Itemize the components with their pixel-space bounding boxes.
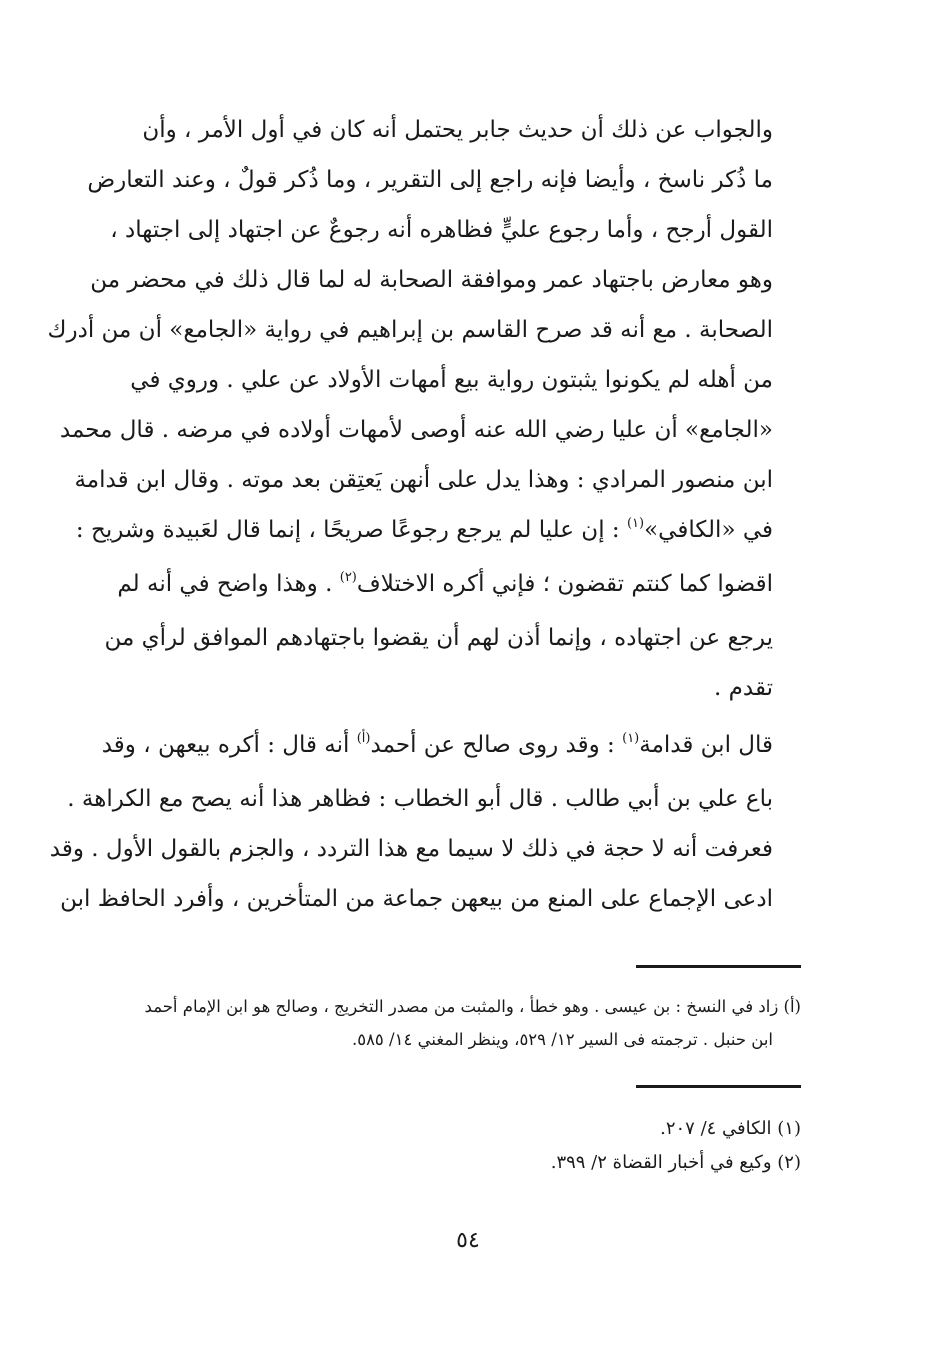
- text-line: تقدم .: [714, 675, 773, 701]
- text-line: باع علي بن أبي طالب . قال أبو الخطاب : فظاهر هذا أنه يصح مع الكراهة .: [67, 786, 773, 812]
- footnotes: [133, 1112, 801, 1180]
- text-line: فعرفت أنه لا حجة في ذلك لا سيما مع هذا التردد ، والجزم بالقول الأول . وقد: [49, 836, 773, 862]
- text-segment: أنه قال : أكره بيعهن ، وقد: [101, 732, 357, 758]
- body-paragraph-2: [49, 720, 801, 924]
- text-line: [101, 720, 801, 774]
- text-line: القول أرجح ، وأما رجوع عليٍّ فظاهره أنه رجوعٌ عن اجتهاد إلى اجتهاد ،: [110, 217, 773, 243]
- editor-note: [133, 990, 801, 1056]
- page-number: ٥٤: [456, 1228, 480, 1253]
- footnote-ref: (١): [622, 731, 640, 746]
- footnote-ref: (٢): [339, 570, 357, 585]
- footnote-ref: (١): [626, 516, 645, 531]
- text-line: من أهله لم يكونوا يثبتون رواية بيع أمهات الأولاد عن علي . وروي في: [130, 367, 773, 393]
- editor-note-ref: (أ): [356, 731, 371, 746]
- text-segment: في «الكافي»: [644, 517, 773, 543]
- text-line: [75, 505, 801, 559]
- text-line: «الجامع» أن عليا رضي الله عنه أوصى لأمهات أولاده في مرضه . قال محمد: [59, 417, 773, 443]
- text-line: الصحابة . مع أنه قد صرح القاسم بن إبراهيم في رواية «الجامع» أن من أدرك: [47, 317, 773, 343]
- editor-note-line: (أ) زاد في النسخ : بن عيسى . وهو خطأ ، والمثبت من مصدر التخريج ، وصالح هو ابن الإمام أحمد: [144, 997, 801, 1016]
- text-segment: : وقد روى صالح عن أحمد: [370, 732, 623, 758]
- text-line: ما ذُكر ناسخ ، وأيضا فإنه راجع إلى التقرير ، وما ذُكر قولٌ ، وعند التعارض: [87, 167, 773, 193]
- footnote-separator: [636, 965, 801, 968]
- text-segment: قال ابن قدامة: [639, 732, 773, 758]
- text-segment: اقضوا كما كنتم تقضون ؛ فإني أكره الاختلاف: [356, 571, 773, 597]
- text-segment: . وهذا واضح في أنه لم: [117, 571, 340, 597]
- footnote-item: (٢) وكيع في أخبار القضاة ٢/ ٣٩٩.: [550, 1152, 801, 1173]
- text-line: ادعى الإجماع على المنع من بيعهن جماعة من المتأخرين ، وأفرد الحافظ ابن: [60, 886, 773, 912]
- editor-note-line: ابن حنبل . ترجمته فى السير ١٢/ ٥٢٩، وينظر المغني ١٤/ ٥٨٥.: [351, 1030, 773, 1049]
- footnote-item: (١) الكافي ٤/ ٢٠٧.: [660, 1118, 801, 1139]
- text-line: [117, 559, 801, 613]
- text-segment: : إن عليا لم يرجع رجوعًا صريحًا ، إنما قال لعَبيدة وشريح :: [75, 517, 627, 543]
- text-line: وهو معارض باجتهاد عمر وموافقة الصحابة له لما قال ذلك في محضر من: [90, 267, 773, 293]
- text-line: والجواب عن ذلك أن حديث جابر يحتمل أنه كان في أول الأمر ، وأن: [142, 117, 773, 143]
- footnote-separator: [636, 1085, 801, 1088]
- body-paragraph-1: [47, 105, 801, 713]
- text-line: يرجع عن اجتهاده ، وإنما أذن لهم أن يقضوا باجتهادهم الموافق لرأي من: [104, 625, 773, 651]
- text-line: ابن منصور المرادي : وهذا يدل على أنهن يَعتِقن بعد موته . وقال ابن قدامة: [74, 467, 773, 493]
